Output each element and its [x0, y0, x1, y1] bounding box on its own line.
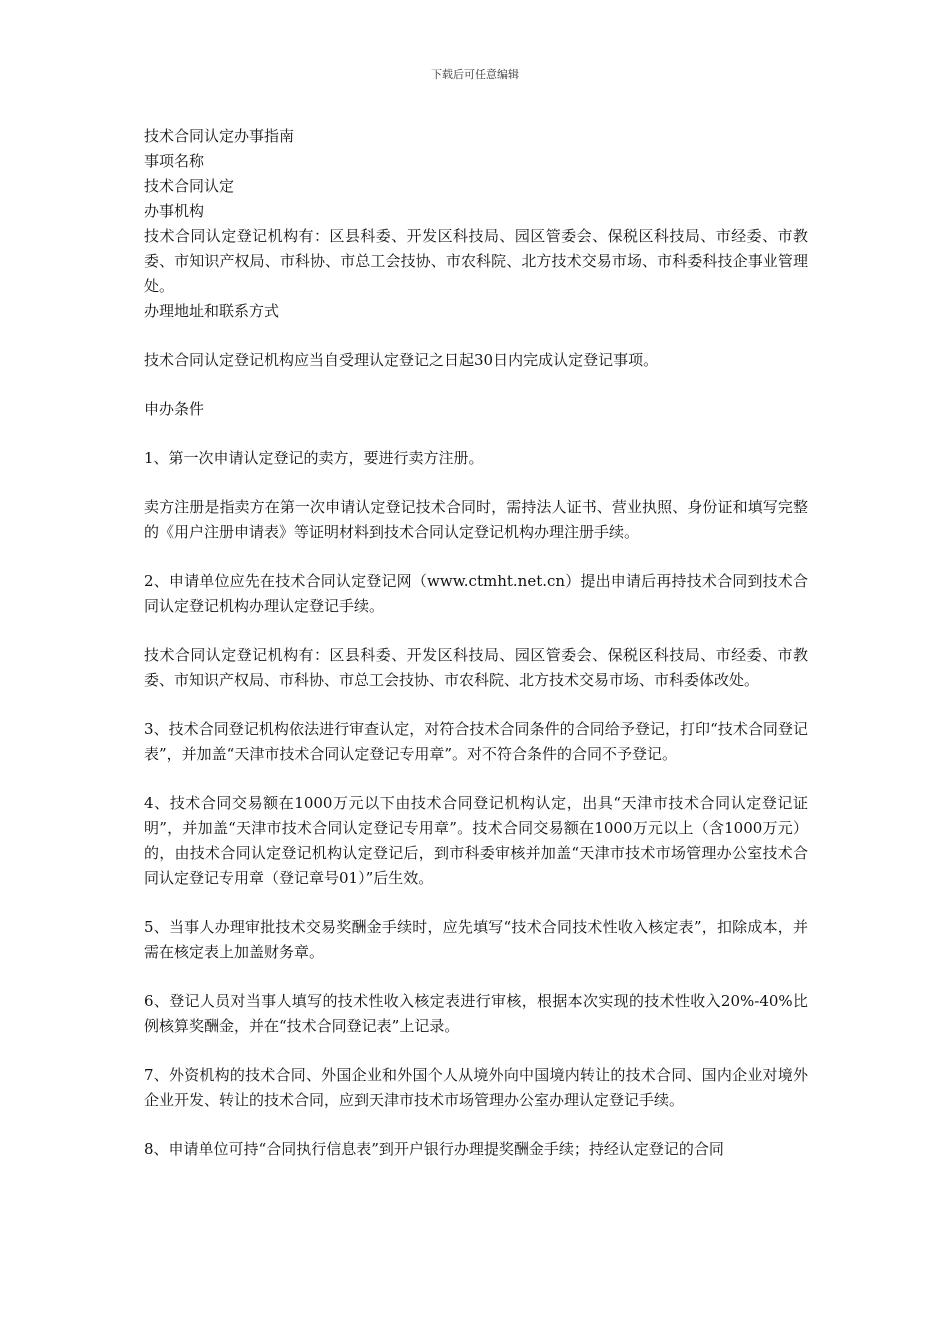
doc-title: 技术合同认定办事指南	[144, 127, 295, 145]
address-label: 办理地址和联系方式	[144, 302, 280, 320]
paragraph-6: 4、技术合同交易额在1000万元以下由技术合同登记机构认定，出具“天津市技术合同认定登记证明”，并加盖“天津市技术合同认定登记专用章”。技术合同交易额在1000万元以上（含1000万元）的，由技术合同认定登记机构认定登记后，到市科委审核并加盖“天津市技术市场管理办公室技术合同认定登记专用章（登记章号01）”后生效。	[144, 794, 808, 887]
agency-value: 技术合同认定登记机构有：区县科委、开发区科技局、园区管委会、保税区科技局、市经委、市教委、市知识产权局、市科协、市总工会技协、市农科院、北方技术交易市场、市科委科技企事业管理处。	[144, 227, 808, 295]
agency-label: 办事机构	[144, 202, 205, 220]
paragraph-5: 3、技术合同登记机构依法进行审查认定，对符合技术合同条件的合同给予登记，打印“技术合同登记表”，并加盖“天津市技术合同认定登记专用章”。对不符合条件的合同不予登记。	[144, 720, 808, 763]
paragraph-4: 技术合同认定登记机构有：区县科委、开发区科技局、园区管委会、保税区科技局、市经委、市教委、市知识产权局、市科协、市总工会技协、市农科院、北方技术交易市场、市科委体改处。	[144, 646, 808, 689]
paragraph-9: 7、外资机构的技术合同、外国企业和外国个人从境外向中国境内转让的技术合同、国内企业对境外企业开发、转让的技术合同，应到天津市技术市场管理办公室办理认定登记手续。	[144, 1066, 808, 1109]
paragraph-3: 2、申请单位应先在技术合同认定登记网（www.ctmht.net.cn）提出申请后再持技术合同到技术合同认定登记机构办理认定登记手续。	[144, 572, 808, 615]
paragraph-1: 1、第一次申请认定登记的卖方，要进行卖方注册。	[144, 449, 484, 467]
item-name-value: 技术合同认定	[144, 177, 235, 195]
item-name-label: 事项名称	[144, 152, 205, 170]
time-limit-paragraph: 技术合同认定登记机构应当自受理认定登记之日起30日内完成认定登记事项。	[144, 351, 659, 369]
document-body	[144, 124, 808, 1186]
paragraph-10: 8、申请单位可持“合同执行信息表”到开户银行办理提奖酬金手续；持经认定登记的合同	[144, 1140, 724, 1158]
paragraph-2: 卖方注册是指卖方在第一次申请认定登记技术合同时，需持法人证书、营业执照、身份证和填写完整的《用户注册申请表》等证明材料到技术合同认定登记机构办理注册手续。	[144, 498, 808, 541]
page-header-note: 下载后可任意编辑	[431, 68, 519, 81]
paragraph-7: 5、当事人办理审批技术交易奖酬金手续时，应先填写“技术合同技术性收入核定表”，扣除成本，并需在核定表上加盖财务章。	[144, 918, 808, 961]
conditions-label: 申办条件	[144, 400, 205, 418]
paragraph-8: 6、登记人员对当事人填写的技术性收入核定表进行审核，根据本次实现的技术性收入20%-40%比例核算奖酬金，并在“技术合同登记表”上记录。	[144, 992, 808, 1035]
